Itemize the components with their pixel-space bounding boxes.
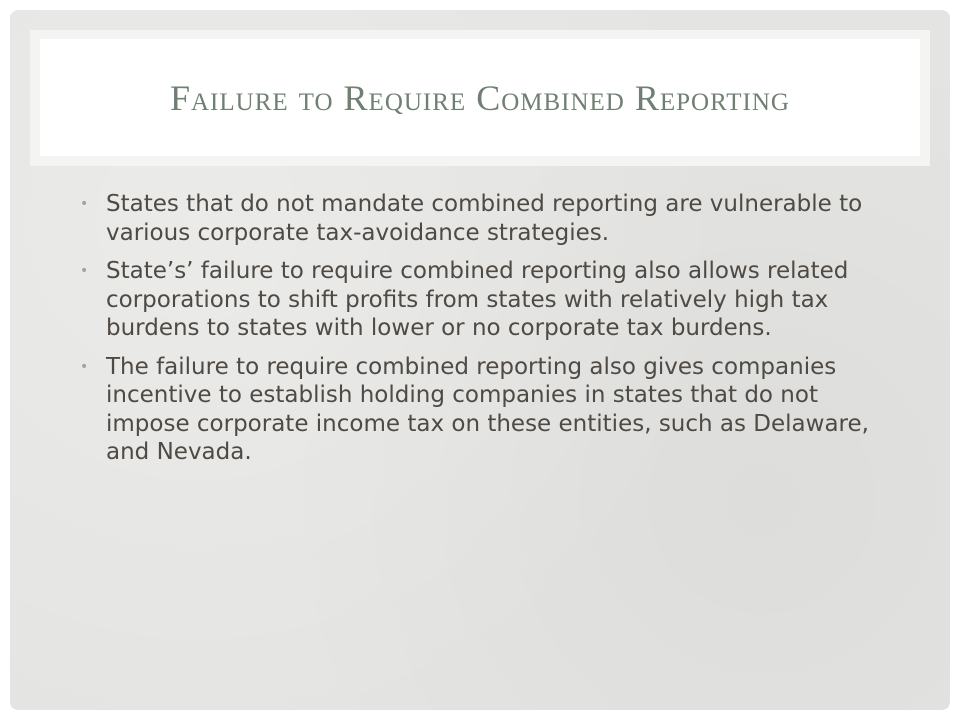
bullet-item	[76, 257, 896, 343]
bullet-marker-icon: •	[80, 358, 89, 375]
slide	[10, 10, 950, 710]
title-box	[40, 39, 920, 156]
bullet-item	[76, 353, 896, 467]
bullet-marker-icon: •	[80, 196, 89, 212]
bullet-text: The failure to require combined reporting also gives companies incentive to establish holding companies in states that do not impose corporate income tax on these entities, such as Delaware, and Nevada.	[106, 353, 869, 465]
bullet-list	[76, 190, 896, 467]
title-frame	[30, 30, 930, 166]
content-area	[76, 190, 896, 477]
slide-title: Failure to Require Combined Reporting	[169, 77, 790, 118]
bullet-text: State’s’ failure to require combined reporting also allows related corporations to shift profits from states with relatively high tax burdens to states with lower or no corporate tax burdens.	[106, 258, 849, 341]
bullet-item	[76, 190, 896, 247]
bullet-marker-icon: •	[80, 263, 89, 279]
bullet-text: States that do not mandate combined reporting are vulnerable to various corporate tax-avoidance strategies.	[106, 191, 863, 246]
